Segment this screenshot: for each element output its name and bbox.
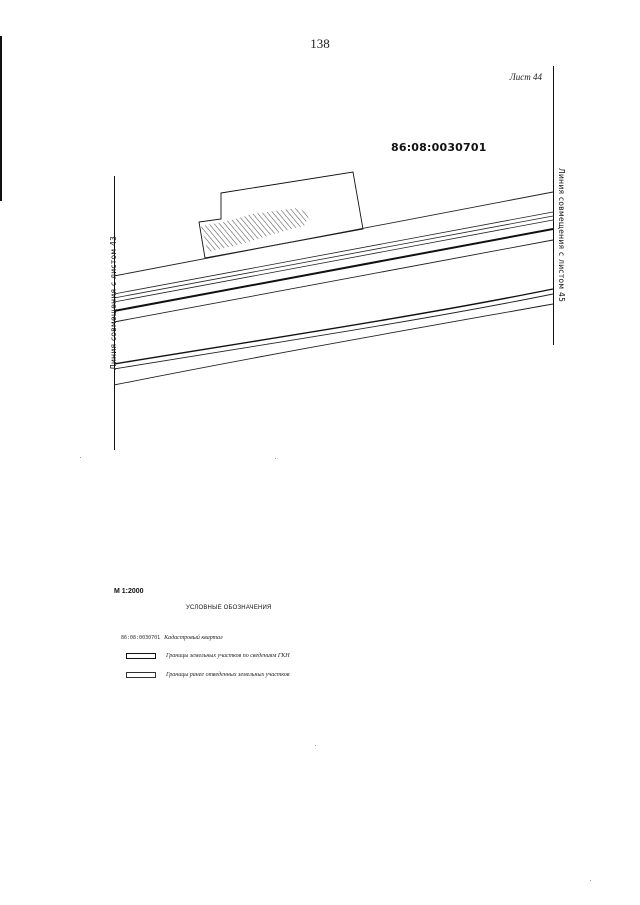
page-number: 138 (310, 36, 330, 51)
boundary-line (114, 220, 553, 302)
map-scale: М 1:2000 (114, 588, 144, 595)
legend-item-previous-parcels (121, 669, 289, 681)
lower-boundary-line (114, 289, 553, 364)
legend-quarter-code: 86:08:0030701 (121, 635, 161, 641)
scan-speck (315, 745, 316, 746)
legend-item-label: Границы ранее отведенных земельных участков (166, 672, 290, 678)
legend-title: УСЛОВНЫЕ ОБОЗНАЧЕНИЯ (186, 605, 272, 611)
legend-item-label: Кадастровый квартал (164, 635, 223, 641)
boundary-line-thick (114, 229, 553, 311)
cadastral-quarter-id: 86:08:0030701 (391, 141, 487, 154)
scan-speck (275, 458, 276, 459)
legend-item-label: Границы земельных участков по сведениям ГКН (166, 653, 290, 659)
legend-item-gkn-parcels (121, 650, 290, 662)
legend-item-quarter (121, 632, 223, 644)
right-alignment-label: Линия совмещения с листом 45 (557, 168, 566, 303)
boundary-line (114, 212, 553, 294)
legend-thin-box-icon (126, 672, 156, 678)
lower-boundary-line (114, 294, 553, 369)
boundary-line (114, 216, 553, 298)
legend-thick-box-icon (126, 653, 156, 659)
boundary-line (114, 192, 553, 276)
left-alignment-label: Линия совмещения с листом 43 (109, 235, 118, 370)
hatched-area (201, 208, 310, 252)
lower-boundary-line (114, 304, 553, 385)
scan-speck (590, 880, 591, 881)
scan-speck (80, 457, 81, 458)
boundary-line (114, 240, 553, 322)
sheet-label: Лист 44 (509, 72, 542, 82)
